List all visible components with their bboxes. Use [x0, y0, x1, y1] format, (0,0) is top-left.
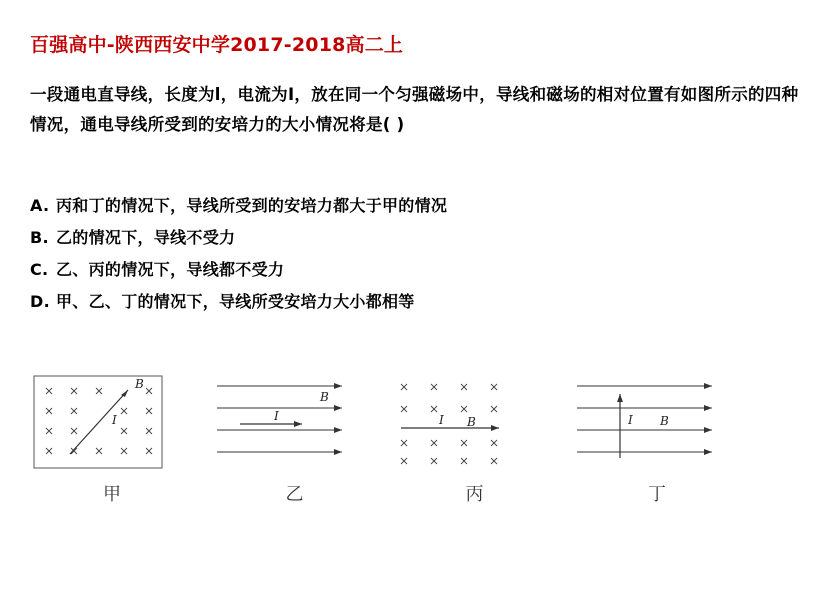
figure-caption: 丙: [465, 484, 484, 505]
figure-bing-label-I: I: [439, 413, 444, 427]
option-key: A.: [30, 196, 50, 215]
option-text: 乙的情况下，导线不受力: [56, 228, 236, 247]
option-list: [30, 190, 800, 318]
figure-jia-diagram: [22, 368, 202, 478]
figure-ding-label-B: B: [660, 414, 669, 428]
list-item: [30, 286, 800, 318]
figure-bing-label-B: B: [467, 415, 476, 429]
option-key: B.: [30, 228, 49, 247]
figure-yi-label-I: I: [274, 409, 279, 423]
figure-caption: 甲: [103, 484, 121, 505]
figure-yi-diagram: [202, 368, 387, 478]
figure-jia: [22, 368, 202, 505]
figure-caption: 丁: [648, 484, 666, 505]
figure-yi: [202, 368, 387, 505]
figure-yi-label-B: B: [320, 390, 329, 404]
figure-bing-diagram: [387, 368, 562, 478]
figure-jia-label-B: B: [135, 377, 144, 391]
list-item: [30, 254, 800, 286]
page-bottom-spacer: [0, 560, 826, 561]
page-title: 百强高中-陕西西安中学2017-2018高二上: [30, 34, 404, 56]
figure-ding-diagram: [562, 368, 752, 478]
figure-group: [22, 368, 806, 508]
question-stem: 一段通电直导线，长度为l，电流为I，放在同一个匀强磁场中，导线和磁场的相对位置有如图所示的四种情况，通电导线所受到的安培力的大小情况将是( ): [30, 85, 799, 134]
figure-jia-label-I: I: [112, 413, 117, 427]
figure-caption: 乙: [285, 484, 304, 505]
option-text: 甲、乙、丁的情况下，导线所受安培力大小都相等: [56, 292, 415, 311]
option-key: D.: [30, 292, 50, 311]
list-item: [30, 222, 800, 254]
option-text: 丙和丁的情况下，导线所受到的安培力都大于甲的情况: [56, 196, 448, 215]
figure-bing: [387, 368, 562, 505]
figure-ding: [562, 368, 752, 505]
option-text: 乙、丙的情况下，导线都不受力: [56, 260, 285, 279]
list-item: [30, 190, 800, 222]
figure-ding-label-I: I: [628, 413, 633, 427]
option-key: C.: [30, 260, 49, 279]
